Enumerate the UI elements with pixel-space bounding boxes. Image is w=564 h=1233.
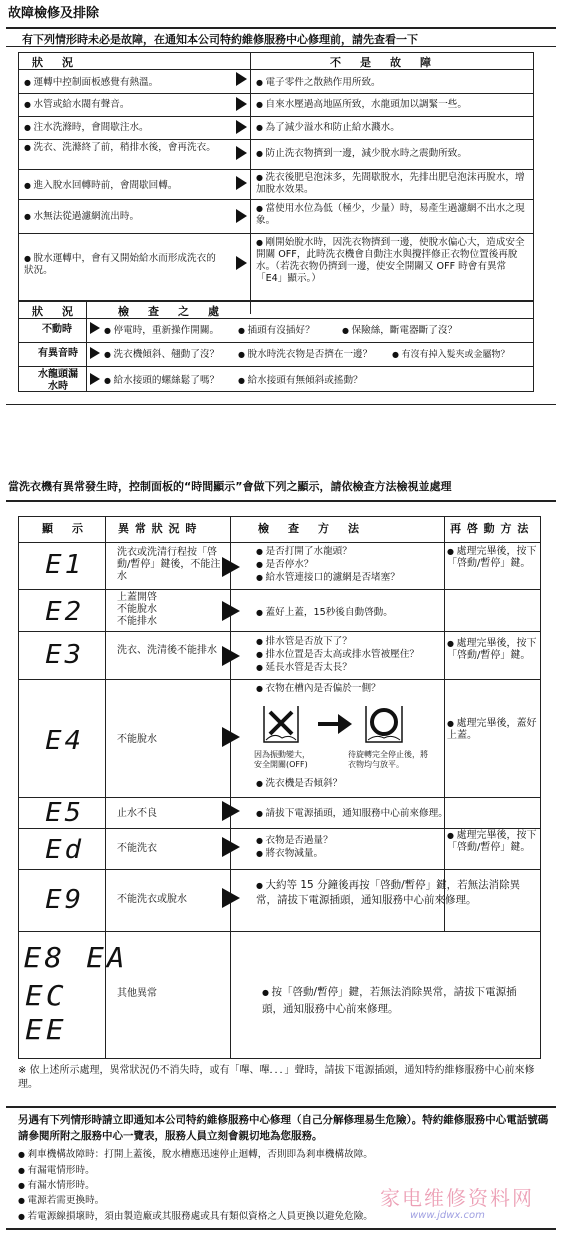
method-item: ● 將衣物減量。 (256, 848, 323, 860)
illustration-caption-right: 待旋轉完全停止後，將衣物均勻放平。 (348, 750, 428, 769)
error-code-e8-ea: E8 EA (23, 941, 128, 974)
error-code-e2: E2 (45, 597, 85, 627)
col-header-display: 顯 示 (42, 522, 87, 535)
status-cell: ● 運轉中控制面板感覺有熱溫。 (24, 77, 234, 89)
abnormal-cell: 不能脫水 (117, 734, 157, 745)
not-fault-cell: ● 電子零件之散熱作用所致。 (256, 77, 526, 89)
watermark-url: www.jdwx.com (410, 1210, 485, 1221)
method-item: ● 排水管是否放下了？ (256, 636, 352, 648)
status-cell: ● 進入脫水回轉時前，會間歇回轉。 (24, 180, 234, 192)
restart-cell: ● 處理完畢後，按下「啓動/暫停」鍵。 (447, 638, 539, 662)
status-cell: ● 水管或給水閥有聲音。 (24, 99, 234, 111)
not-fault-cell: ● 自來水壓過高地區所致，水龍頭加以調緊一些。 (256, 99, 526, 111)
error-code-e9: E9 (45, 885, 85, 915)
check-status: 水龍頭漏水時 (38, 369, 78, 392)
method-item: ● 請拔下電源插頭，通知服務中心前來修理。 (256, 808, 448, 820)
col-header-check: 檢 查 之 處 (118, 305, 223, 318)
check-item: ● 有沒有掉入髮夾或金屬物？ (392, 349, 532, 361)
error-code-ed: Ed (45, 835, 85, 865)
error-section-title: 當洗衣機有異常發生時，控制面板的“時間顯示”會做下列之顯示，請依檢查方法檢視並處理 (8, 480, 452, 493)
watermark-logo: 家电维修资料网 (380, 1186, 534, 1210)
method-item: ● 蓋好上蓋，15秒後自動啓動。 (256, 607, 393, 619)
method-item: ● 衣物是否過量？ (256, 835, 333, 847)
abnormal-cell: 止水不良 (117, 808, 157, 819)
status-cell: ● 脫水運轉中，會有又開始給水而形成洗衣的狀況。 (24, 253, 224, 277)
method-item: ● 衣物在槽內是否偏於一側？ (256, 683, 381, 695)
error-code-e4: E4 (45, 726, 85, 756)
check-item: ● 停電時，重新操作開關。 (104, 325, 219, 337)
method-item: ● 按「啓動/暫停」鍵，若無法消除異常，請拔下電源插頭，通知服務中心前來修理。 (262, 984, 532, 1017)
service-item: ● 電源若需更換時。 (18, 1195, 104, 1207)
error-code-ee: EE (25, 1013, 67, 1046)
abnormal-cell: 洗衣或洗清行程按「啓動/暫停」鍵後，不能注水 (117, 547, 221, 582)
section-troubleshoot (0, 0, 564, 410)
check-item: ● 給水接頭的螺絲鬆了嗎？ (104, 375, 219, 387)
illustration-caption-left: 因為振動變大，安全開關(OFF) (254, 750, 310, 769)
check-status: 不動時 (42, 324, 72, 335)
error-note: ※ 依上述所示處理，異常狀況仍不消失時，或有「嗶、嗶．．．」聲時，請拔下電源插頭，通知特約維修服務中心前來修理。 (18, 1065, 535, 1090)
method-item: ● 洗衣機是否傾斜？ (256, 778, 342, 790)
col-header-not-fault: 不 是 故 障 (330, 56, 435, 69)
col-header-method: 檢 查 方 法 (258, 522, 363, 535)
not-fault-cell: ● 洗衣後肥皂泡沫多，先間歇脫水，先排出肥皂泡沫再脫水，增加脫水效果。 (256, 172, 526, 196)
check-item: ● 脫水時洗衣物是否擠在一邊？ (238, 349, 372, 361)
not-fault-cell: ● 當使用水位為低（極少，少量）時，易產生過濾網不出水之現象。 (256, 203, 526, 227)
not-fault-cell: ● 為了減少溢水和防止給水濺水。 (256, 122, 526, 134)
error-code-e1: E1 (45, 550, 85, 580)
check-item: ● 給水接頭有無傾斜或搖動？ (238, 375, 363, 387)
page-title: 故障檢修及排除 (8, 6, 100, 21)
service-item: ● 有漏水情形時。 (18, 1180, 95, 1192)
service-item: ● 若電源線損壞時，須由製造廠或其服務處或具有類似資格之人員更換以避免危險。 (18, 1211, 558, 1223)
error-code-ec: EC (25, 979, 67, 1012)
service-item: ● 剎車機構故障時：打開上蓋後，脫水槽應迅速停止迴轉，否則即為剎車機構故障。 (18, 1149, 558, 1161)
method-item: ● 給水管連接口的濾網是否堵塞？ (256, 572, 400, 584)
not-fault-cell: ● 剛開始脫水時，因洗衣物擠到一邊，使脫水偏心大，造成安全開關 OFF，此時洗衣機會自動注水與攪拌修正衣物位置後再脫水。（若洗衣物仍擠到一邊，使安全開關又 OFF 時會有異常「E4」顯示。） (256, 237, 528, 285)
status-cell: ● 水無法從過濾網流出時。 (24, 211, 234, 223)
abnormal-cell: 不能洗衣或脫水 (117, 894, 187, 905)
not-fault-cell: ● 防止洗衣物擠到一邊，減少脫水時之震動所致。 (256, 148, 526, 160)
col-header-abnormal: 異 常 狀 況 時 (118, 522, 198, 535)
check-item: ● 插頭有沒插好？ (238, 325, 315, 337)
service-intro: 另遇有下列情形時請立即通知本公司特約維修服務中心修理（自己分解修理易生危險）。特約維修服務中心電話號碼請參閱所附之服務中心一覽表，服務人員立刻會親切地為您服務。 (18, 1114, 549, 1142)
unbalanced-tub-illustration (254, 700, 434, 748)
abnormal-cell: 不能洗衣 (117, 843, 157, 854)
check-item: ● 保險絲，斷電器斷了沒？ (342, 325, 457, 337)
col-header-status-2: 狀 況 (32, 305, 77, 318)
method-item: ● 延長水管是否太長？ (256, 662, 352, 674)
method-item: ● 是否停水？ (256, 559, 314, 571)
abnormal-cell: 洗衣、洗清後不能排水 (117, 645, 217, 656)
restart-cell: ● 處理完畢後，按下「啓動/暫停」鍵。 (447, 546, 539, 570)
error-code-e5: E5 (45, 798, 85, 828)
intro-text: 有下列情形時未必是故障，在通知本公司特約維修服務中心修理前，請先查看一下 (22, 33, 418, 46)
abnormal-cell: 上蓋開啓 不能脫水 不能排水 (117, 592, 157, 627)
restart-cell: ● 處理完畢後，按下「啓動/暫停」鍵。 (447, 830, 539, 854)
method-item: ● 大約等 15 分鐘後再按「啓動/暫停」鍵，若無法消除異常，請拔下電源插頭，通知服務中心前來修理。 (256, 878, 538, 908)
method-item: ● 是否打開了水龍頭？ (256, 546, 352, 558)
method-item: ● 排水位置是否太高或排水管被壓住？ (256, 649, 419, 661)
col-header-status: 狀 況 (32, 56, 77, 69)
abnormal-cell: 其他異常 (117, 988, 157, 999)
status-cell: ● 洗衣、洗滌終了前，稍排水後，會再洗衣。 (24, 142, 229, 154)
check-item: ● 洗衣機傾斜、翹動了沒？ (104, 349, 219, 361)
restart-cell: ● 處理完畢後，蓋好上蓋。 (447, 718, 539, 742)
error-code-e3: E3 (45, 640, 85, 670)
check-status: 有異音時 (38, 348, 78, 359)
col-header-restart: 再 啓 動 方 法 (450, 522, 530, 535)
status-cell: ● 注水洗滌時，會間歇注水。 (24, 122, 234, 134)
service-item: ● 有漏電情形時。 (18, 1165, 95, 1177)
